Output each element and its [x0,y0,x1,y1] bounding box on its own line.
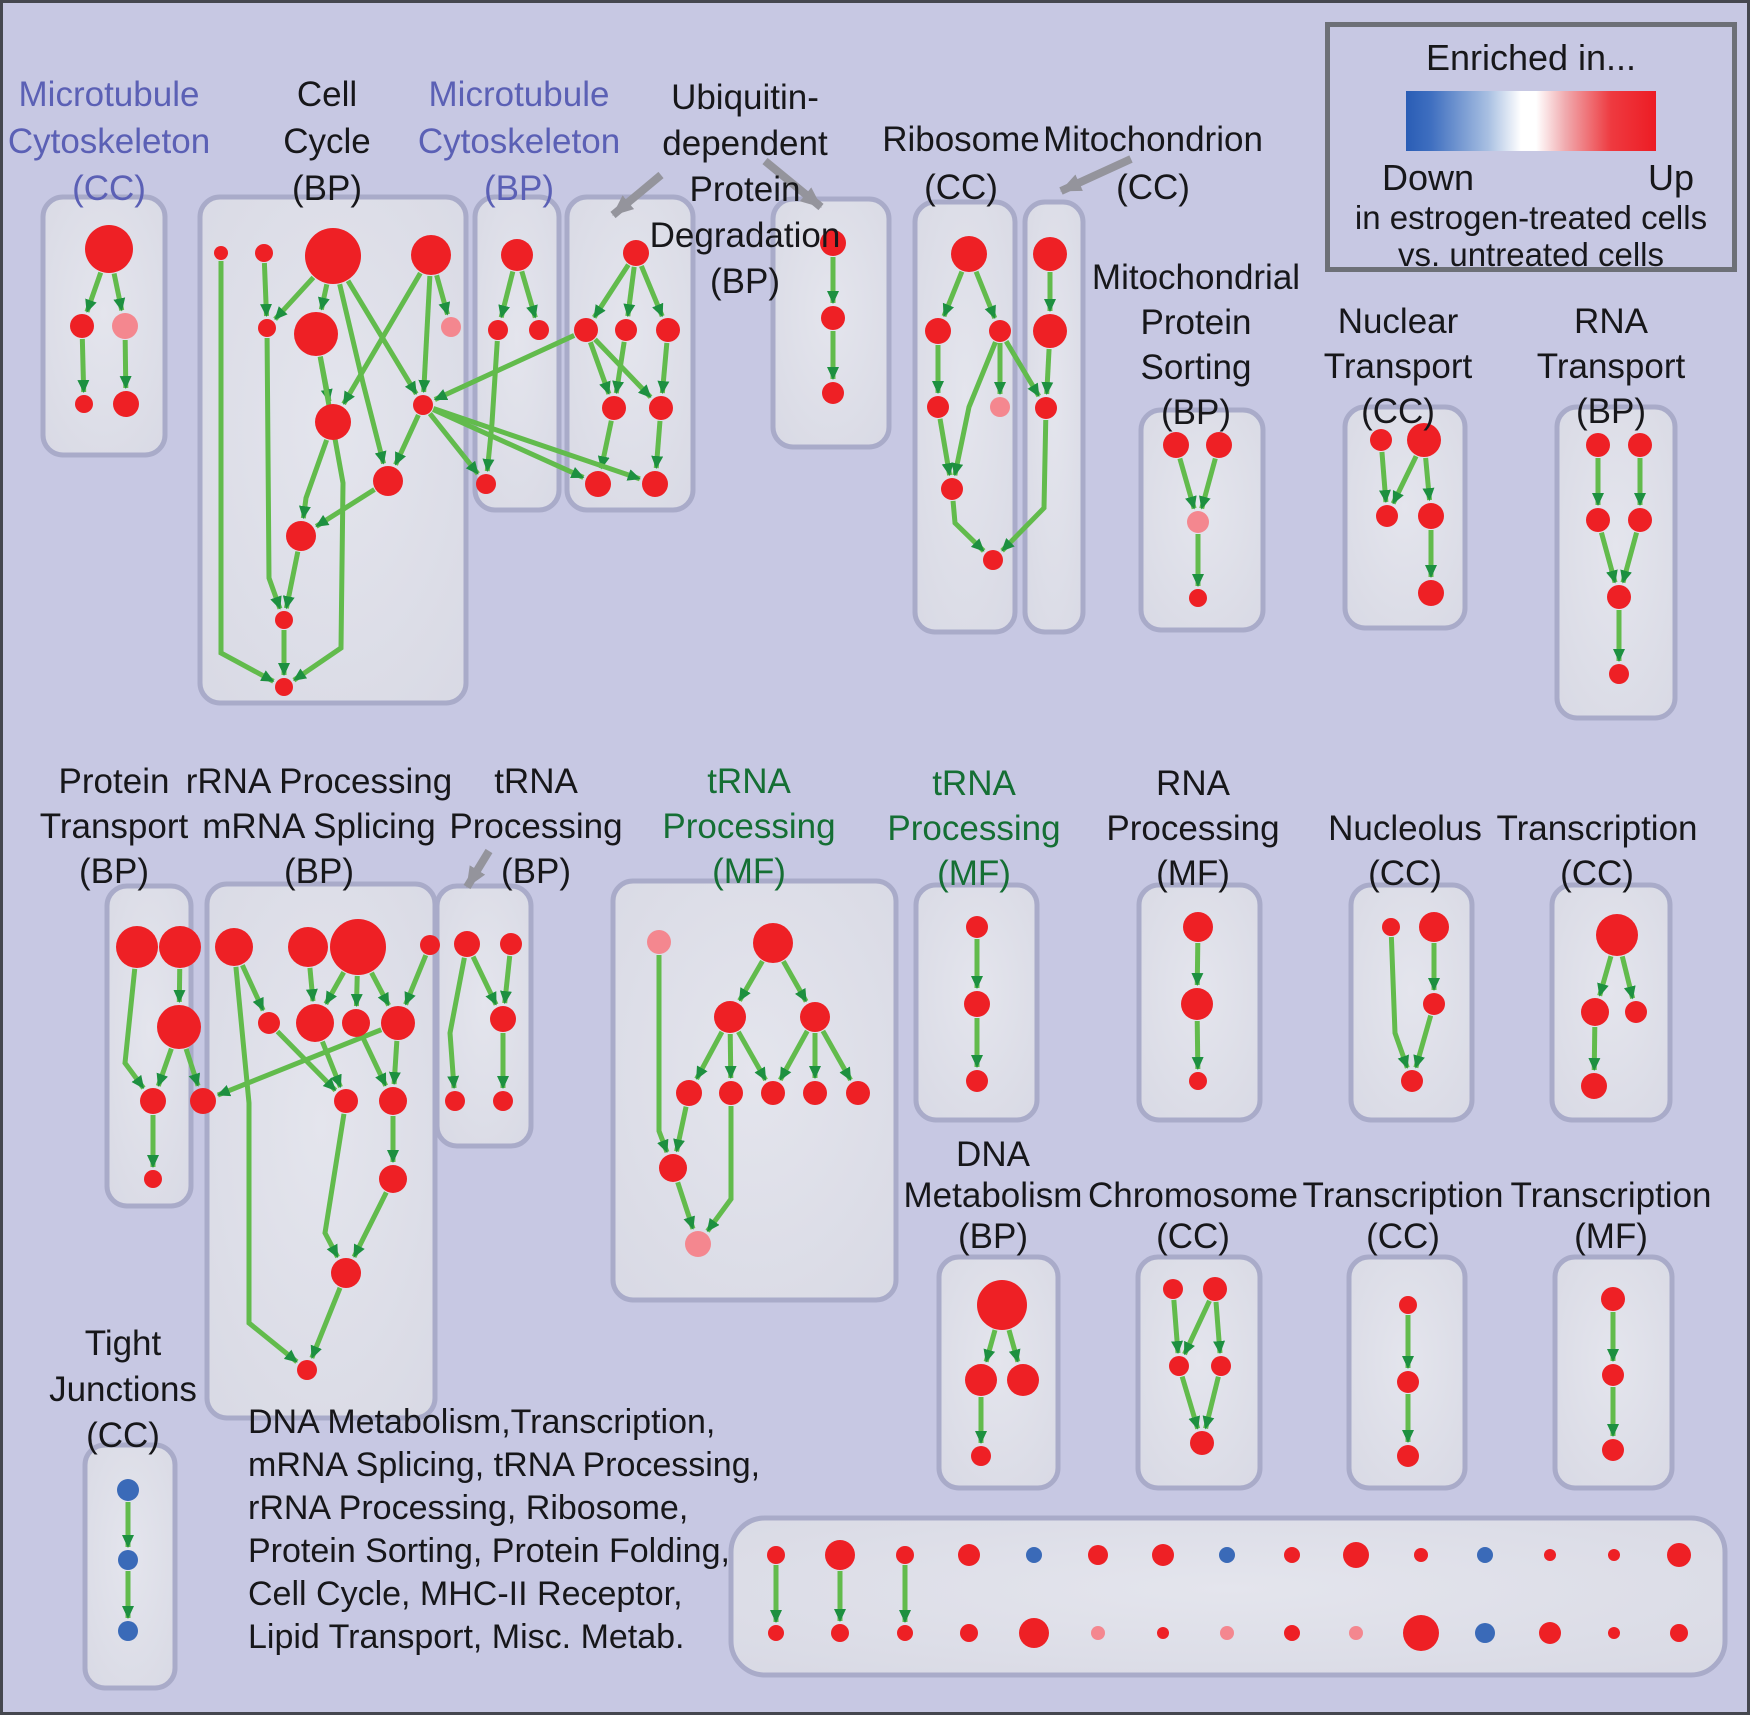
go-term-node-ubiquitin-chain [822,382,844,404]
cluster-label-trna-processing-mf-2: (MF) [937,854,1011,893]
go-term-node-transcription-cc [1596,914,1638,956]
go-term-node-trna-mf-vert [966,1070,988,1092]
go-term-node-ubiquitin-left [623,240,649,266]
cluster-label-nucleolus-cc: (CC) [1368,854,1442,893]
cluster-label-trna-processing-bp: (BP) [501,852,571,891]
go-term-node-trna-mf-big [846,1081,870,1105]
go-term-node-transcription-cc [1625,1001,1647,1023]
cluster-label-rrna-processing-mrna-splicing-bp: mRNA Splicing [202,807,436,846]
cluster-label-rna-transport-bp: Transport [1536,347,1686,386]
go-term-node-misc-strip [1477,1547,1493,1563]
go-term-node-transcription-cc-2 [1397,1371,1419,1393]
go-term-node-nuclear-transport [1418,503,1444,529]
edge [264,263,266,316]
go-term-node-misc-strip [1349,1626,1363,1640]
go-term-node-rrna-processing [296,1004,334,1042]
cluster-label-microtubule-cytoskeleton-cc: Cytoskeleton [7,122,211,161]
go-term-node-tight-junctions [118,1621,138,1641]
cluster-label-dna-metabolism-bp: DNA [956,1135,1030,1174]
go-term-node-dna-metabolism [977,1280,1027,1330]
cluster-label-ubiquitin-degradation-bp: dependent [662,124,828,163]
go-term-node-trna-mf-big [714,1001,746,1033]
go-term-node-ribosome [951,236,987,272]
go-term-node-trna-mf-big [800,1002,830,1032]
go-term-node-nuclear-transport [1370,429,1392,451]
cluster-label-mitochondrial-protein-sorting-bp: Mitochondrial [1091,258,1301,297]
go-term-node-misc-strip [768,1625,784,1641]
cluster-label-trna-processing-mf-1: tRNA [707,762,791,801]
go-term-node-mitochondrion [1033,237,1067,271]
go-term-node-cell-cycle [275,678,293,696]
go-term-node-cell-cycle [413,395,433,415]
go-term-node-ribosome [927,396,949,418]
go-term-node-misc-strip [1026,1547,1042,1563]
cluster-label-tight-junctions-cc: (CC) [86,1416,160,1455]
go-term-node-rna-transport [1586,433,1610,457]
go-term-node-rrna-processing [331,1258,361,1288]
edge [310,968,313,1001]
legend-up-label: Up [1647,157,1694,198]
cluster-label-protein-transport-bp: Protein [58,762,170,801]
go-term-node-mito-protein-sorting [1189,589,1207,607]
cluster-label-microtubule-cytoskeleton-bp: Cytoskeleton [417,122,621,161]
go-term-node-misc-strip [960,1624,978,1642]
go-term-node-misc-strip [1019,1618,1049,1648]
go-term-node-rrna-processing [379,1087,407,1115]
go-term-node-rna-transport [1628,433,1652,457]
go-term-node-cell-cycle [373,466,403,496]
legend-subtitle-2: vs. untreated cells [1398,236,1664,273]
go-term-node-misc-strip [1088,1545,1108,1565]
edge [1594,1027,1595,1070]
go-term-node-trna-processing-bp [490,1006,516,1032]
go-term-node-cell-cycle [258,319,276,337]
go-term-node-ribosome [983,550,1003,570]
cluster-label-mitochondrial-protein-sorting-bp: Protein [1140,303,1252,342]
go-term-node-trna-processing-bp [445,1091,465,1111]
cluster-label-mitochondrion-cc: (CC) [1116,168,1190,207]
go-term-node-cell-cycle [305,228,361,284]
go-term-node-rna-transport [1586,508,1610,532]
go-term-node-rrna-processing [330,919,386,975]
go-term-node-microtubule-cc [113,391,139,417]
cluster-label-ubiquitin-degradation-bp: (BP) [710,262,780,301]
go-term-node-nuclear-transport [1376,505,1398,527]
go-term-node-mito-protein-sorting [1163,432,1189,458]
misc-category-note [248,1401,768,1659]
go-term-node-trna-mf-big [719,1081,743,1105]
go-term-node-tight-junctions [118,1550,138,1570]
go-term-node-rna-processing-mf [1181,988,1213,1020]
cluster-label-ubiquitin-degradation-bp: Protein [689,170,801,209]
go-term-node-microtubule-cc [85,225,133,273]
cluster-label-trna-processing-mf-2: tRNA [932,764,1016,803]
go-term-node-mitochondrion [1035,397,1057,419]
go-term-node-cell-cycle [286,521,316,551]
go-term-node-misc-strip [958,1544,980,1566]
go-term-node-misc-strip [1343,1542,1369,1568]
cluster-label-cell-cycle-bp: Cell [296,75,358,114]
note-line: rRNA Processing, Ribosome, [248,1489,689,1527]
edge [730,1034,731,1078]
note-line: mRNA Splicing, tRNA Processing, [248,1446,761,1484]
legend-subtitle-1: in estrogen-treated cells [1354,199,1708,236]
go-term-node-misc-strip [1220,1626,1234,1640]
go-term-node-cell-cycle [275,611,293,629]
cluster-label-dna-metabolism-bp: Metabolism [903,1176,1083,1215]
cluster-box-nuclear-transport [1345,407,1465,628]
trna-bp-arrow [467,851,489,887]
go-term-node-trna-processing-bp [493,1091,513,1111]
cluster-label-ribosome-cc: (CC) [924,168,998,207]
go-term-node-misc-strip [1157,1627,1169,1639]
cluster-label-transcription-cc: Transcription [1496,809,1698,848]
go-term-node-trna-mf-big [803,1081,827,1105]
cluster-label-trna-processing-bp: tRNA [494,762,578,801]
go-term-node-dna-metabolism [971,1446,991,1466]
cluster-label-rna-processing-mf: (MF) [1156,854,1230,893]
go-term-node-transcription-mf [1602,1439,1624,1461]
cluster-label-chromosome-cc: Chromosome [1087,1176,1299,1215]
go-term-node-rrna-processing [258,1012,280,1034]
go-term-node-trna-mf-big [659,1154,687,1182]
go-term-node-rrna-processing [420,935,440,955]
go-term-node-ubiquitin-chain [821,306,845,330]
go-term-node-protein-transport [116,926,158,968]
go-term-node-misc-strip [1414,1548,1428,1562]
go-term-node-ubiquitin-left [642,471,668,497]
go-term-node-trna-mf-big [753,923,793,963]
go-term-node-nucleolus [1419,912,1449,942]
edge [82,339,83,392]
go-term-node-misc-strip [825,1540,855,1570]
go-term-node-mito-protein-sorting [1187,511,1209,533]
go-term-node-transcription-cc-2 [1397,1445,1419,1467]
go-term-node-misc-strip [1667,1543,1691,1567]
go-term-node-misc-strip [831,1624,849,1642]
go-term-node-rna-transport [1607,585,1631,609]
cluster-label-ubiquitin-degradation-bp: Degradation [649,216,841,255]
go-term-node-mitochondrion [1033,314,1067,348]
go-term-node-misc-strip [1152,1544,1174,1566]
cluster-label-transcription-mf: Transcription [1510,1176,1712,1215]
legend-down-label: Down [1382,157,1475,198]
cluster-label-transcription-cc-2: (CC) [1366,1217,1440,1256]
go-term-node-nucleolus [1423,993,1445,1015]
go-term-node-microtubule-bp [476,474,496,494]
go-term-node-misc-strip [1475,1623,1495,1643]
legend-gradient-bar [1406,91,1656,151]
go-term-node-cell-cycle [441,317,461,337]
cluster-label-rna-processing-mf: RNA [1156,764,1230,803]
go-term-node-cell-cycle [294,312,338,356]
go-term-node-rna-transport [1628,508,1652,532]
go-term-node-transcription-mf [1601,1287,1625,1311]
cluster-label-protein-transport-bp: Transport [39,807,189,846]
go-term-node-misc-strip [767,1546,785,1564]
note-line: Cell Cycle, MHC-II Receptor, [248,1575,683,1613]
go-term-node-trna-processing-bp [500,933,522,955]
cluster-label-dna-metabolism-bp: (BP) [958,1217,1028,1256]
edge [356,976,357,1006]
go-term-node-ribosome [941,478,963,500]
go-term-node-chromosome [1190,1431,1214,1455]
go-term-node-nuclear-transport [1418,580,1444,606]
go-term-node-ribosome [990,397,1010,417]
go-term-node-protein-transport [140,1088,166,1114]
cluster-label-rna-transport-bp: RNA [1574,302,1648,341]
legend-title: Enriched in... [1425,37,1637,78]
go-term-node-mito-protein-sorting [1206,432,1232,458]
go-term-node-ubiquitin-left [649,396,673,420]
go-term-node-protein-transport [159,926,201,968]
go-term-node-tight-junctions [117,1479,139,1501]
go-term-node-trna-processing-bp [454,931,480,957]
go-term-node-cell-cycle [255,244,273,262]
go-term-node-nucleolus [1401,1070,1423,1092]
go-term-node-misc-strip [1403,1615,1439,1651]
go-term-node-trna-mf-vert [966,916,988,938]
go-term-node-microtubule-bp [488,320,508,340]
go-term-node-microtubule-cc [75,395,93,413]
go-term-node-transcription-mf [1602,1364,1624,1386]
cluster-label-cell-cycle-bp: Cycle [283,122,371,161]
cluster-label-ubiquitin-degradation-bp: Ubiquitin- [671,78,819,117]
go-term-node-ribosome [989,320,1011,342]
cluster-label-mitochondrion-cc: Mitochondrion [1043,120,1263,159]
go-term-node-protein-transport [144,1170,162,1188]
cluster-box-misc-strip [731,1518,1725,1675]
cluster-label-protein-transport-bp: (BP) [79,852,149,891]
go-term-node-ubiquitin-left [615,319,637,341]
go-term-node-rna-processing-mf [1189,1072,1207,1090]
go-term-node-transcription-cc [1581,998,1609,1026]
go-term-node-ribosome [925,318,951,344]
go-term-node-chromosome [1203,1277,1227,1301]
go-term-node-rrna-processing [381,1006,415,1040]
cluster-label-tight-junctions-cc: Tight [84,1324,162,1363]
go-term-node-misc-strip [1608,1549,1620,1561]
cluster-label-mitochondrial-protein-sorting-bp: Sorting [1140,348,1252,387]
go-term-node-rrna-processing [297,1360,317,1380]
go-term-node-cell-cycle [214,246,228,260]
go-term-node-microtubule-bp [501,239,533,271]
cluster-label-microtubule-cytoskeleton-bp: Microtubule [428,75,610,114]
go-term-node-misc-strip [1219,1547,1235,1563]
color-legend [1325,22,1737,272]
go-term-node-trna-mf-big [647,930,671,954]
go-term-node-ubiquitin-left [585,471,611,497]
go-term-node-ubiquitin-left [656,318,680,342]
go-term-node-cell-cycle [411,235,451,275]
go-term-node-protein-transport [157,1005,201,1049]
cluster-label-microtubule-cytoskeleton-cc: (CC) [72,169,146,208]
cluster-label-cell-cycle-bp: (BP) [292,169,362,208]
go-term-node-rrna-processing [215,928,253,966]
go-term-node-ubiquitin-left [602,396,626,420]
go-term-node-misc-strip [1284,1547,1300,1563]
cluster-label-rrna-processing-mrna-splicing-bp: (BP) [284,852,354,891]
cluster-label-tight-junctions-cc: Junctions [49,1370,197,1409]
note-line: Lipid Transport, Misc. Metab. [248,1618,685,1656]
cluster-label-ribosome-cc: Ribosome [882,120,1040,159]
go-term-node-microtubule-bp [529,320,549,340]
go-term-node-trna-mf-vert [964,991,990,1017]
edge [394,1041,397,1084]
go-term-node-chromosome [1169,1356,1189,1376]
go-term-node-misc-strip [1091,1626,1105,1640]
edge [1197,943,1198,985]
cluster-label-trna-processing-bp: Processing [449,807,623,846]
go-term-node-misc-strip [896,1546,914,1564]
edge [1047,349,1049,394]
go-term-node-chromosome [1211,1356,1231,1376]
go-term-node-misc-strip [897,1625,913,1641]
go-term-node-microtubule-cc [112,313,138,339]
go-term-node-rrna-processing [379,1165,407,1193]
cluster-label-mitochondrial-protein-sorting-bp: (BP) [1161,393,1231,432]
go-term-node-nucleolus [1382,918,1400,936]
edge [125,340,126,388]
go-term-node-dna-metabolism [965,1364,997,1396]
go-term-node-misc-strip [1284,1625,1300,1641]
cluster-label-nuclear-transport-cc: Nuclear [1337,302,1459,341]
cluster-label-transcription-mf: (MF) [1574,1217,1648,1256]
cluster-label-trna-processing-mf-1: (MF) [712,852,786,891]
cluster-label-trna-processing-mf-2: Processing [887,809,1061,848]
go-term-node-rna-processing-mf [1183,912,1213,942]
go-term-node-dna-metabolism [1007,1364,1039,1396]
cluster-label-microtubule-cytoskeleton-bp: (BP) [484,169,554,208]
cluster-label-rna-processing-mf: Processing [1106,809,1280,848]
go-term-node-misc-strip [1539,1622,1561,1644]
go-term-node-rrna-processing [288,927,328,967]
edge [1197,1021,1198,1069]
note-line: DNA Metabolism,Transcription, [248,1403,716,1441]
go-term-node-transcription-cc [1581,1073,1607,1099]
cluster-label-chromosome-cc: (CC) [1156,1217,1230,1256]
cluster-label-rna-transport-bp: (BP) [1576,392,1646,431]
cluster-label-transcription-cc-2: Transcription [1302,1176,1504,1215]
cluster-label-nucleolus-cc: Nucleolus [1328,809,1482,848]
go-term-node-rrna-processing [342,1009,370,1037]
cluster-label-transcription-cc: (CC) [1560,854,1634,893]
go-term-node-trna-mf-big [685,1231,711,1257]
go-term-node-trna-mf-big [676,1080,702,1106]
cluster-label-microtubule-cytoskeleton-cc: Microtubule [18,75,200,114]
go-term-node-ubiquitin-left [574,318,598,342]
cluster-label-rrna-processing-mrna-splicing-bp: rRNA Processing [185,762,453,801]
go-term-node-misc-strip [1544,1549,1556,1561]
go-term-node-misc-strip [1608,1627,1620,1639]
go-term-node-rrna-processing [190,1088,216,1114]
go-term-node-chromosome [1163,1279,1183,1299]
cluster-label-nuclear-transport-cc: Transport [1323,347,1473,386]
note-line: Protein Sorting, Protein Folding, [248,1532,730,1570]
go-term-node-trna-mf-big [761,1081,785,1105]
go-term-node-microtubule-cc [70,314,94,338]
go-term-node-misc-strip [1670,1624,1688,1642]
cluster-label-nuclear-transport-cc: (CC) [1361,392,1435,431]
go-term-node-rrna-processing [334,1089,358,1113]
cluster-label-trna-processing-mf-1: Processing [662,807,836,846]
go-term-node-rna-transport [1609,664,1629,684]
go-term-node-cell-cycle [315,404,351,440]
go-term-node-transcription-cc-2 [1399,1296,1417,1314]
